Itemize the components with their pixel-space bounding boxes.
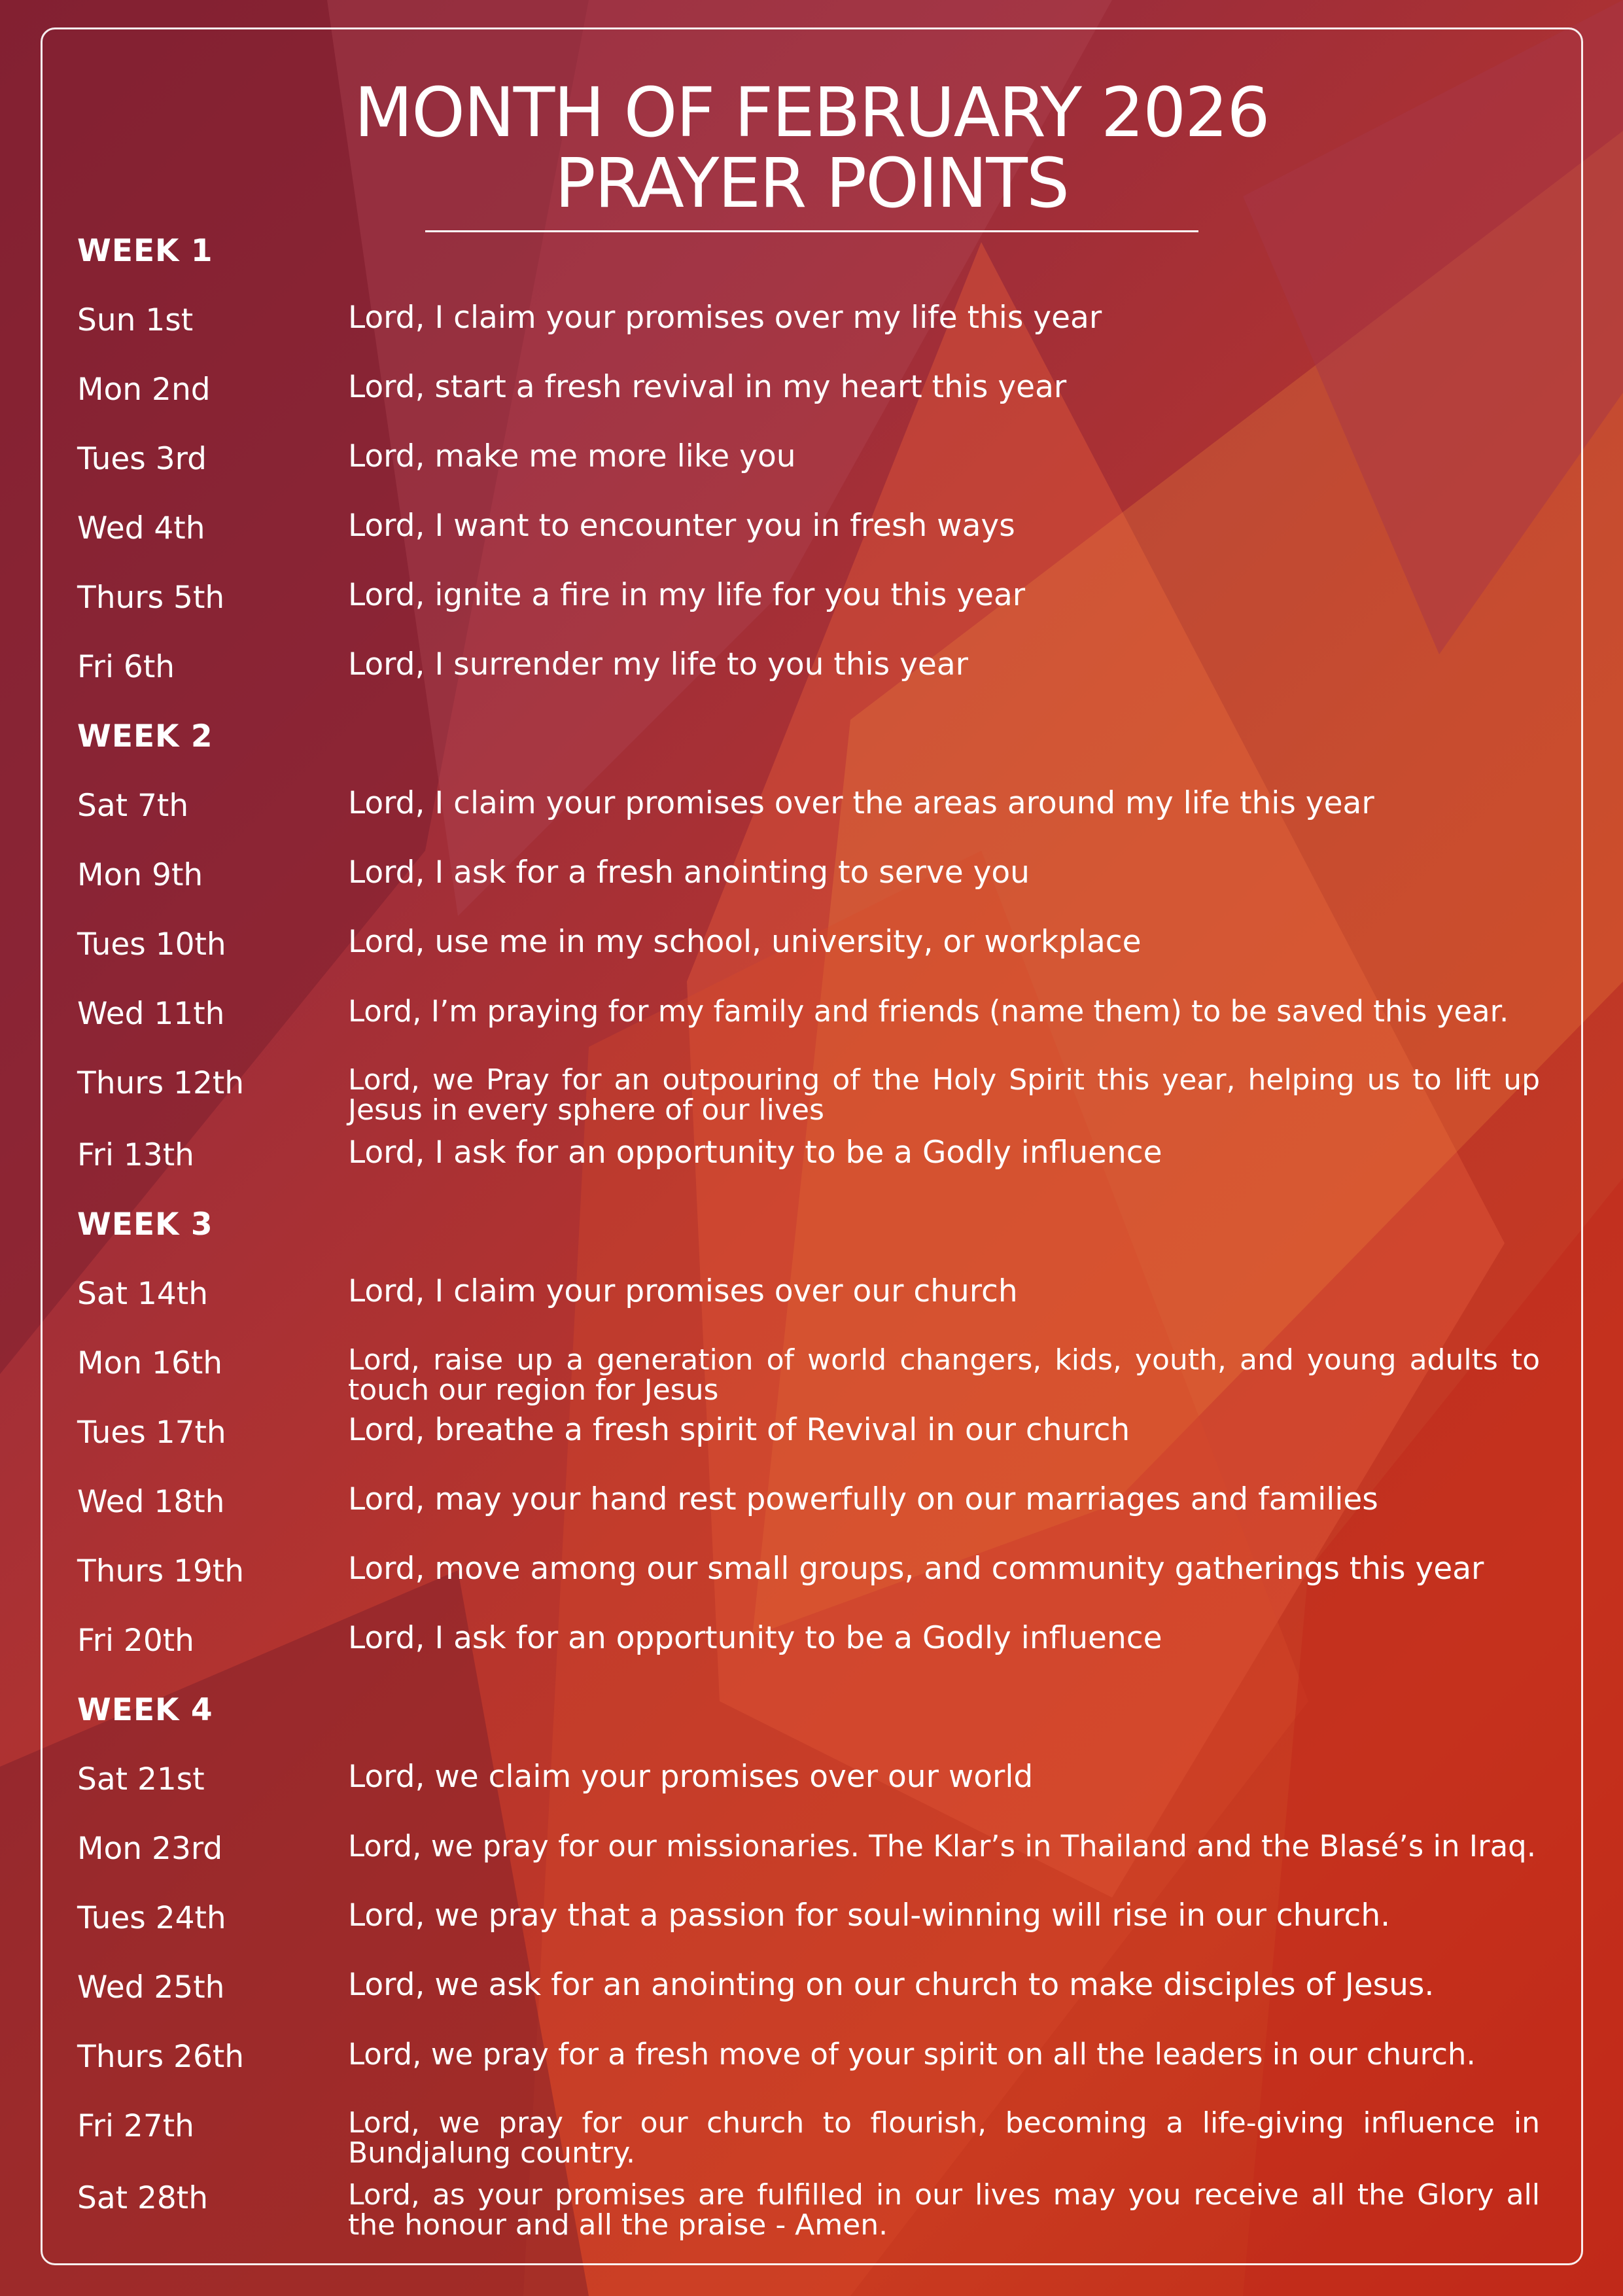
day-label: Thurs 19th [77, 1553, 245, 1589]
week-heading: WEEK 4 [77, 1692, 213, 1728]
prayer-text: Lord, raise up a generation of world changers, kids, youth, and young adults to touch our region for Jesus [348, 1343, 1540, 1407]
title-line-2: PRAYER POINTS [555, 143, 1068, 223]
day-label: Thurs 12th [77, 1065, 245, 1101]
prayer-text: Lord, we pray for our church to flourish, becoming a life-giving influence in Bundjalung country. [348, 2106, 1540, 2170]
day-label: Fri 20th [77, 1623, 194, 1659]
title-line-1: MONTH OF FEBRUARY 2026 [354, 73, 1269, 152]
prayer-text: Lord, breathe a fresh spirit of Revival in our church [348, 1412, 1130, 1448]
day-label: Tues 24th [77, 1900, 226, 1936]
prayer-text: Lord, ignite a fire in my life for you this year [348, 577, 1026, 613]
prayer-text: Lord, I claim your promises over my life this year [348, 300, 1102, 336]
day-label: Sat 14th [77, 1276, 209, 1312]
day-label: Fri 27th [77, 2108, 194, 2144]
day-label: Mon 23rd [77, 1831, 223, 1867]
prayer-text: Lord, we claim your promises over our world [348, 1759, 1034, 1795]
prayer-text: Lord, we pray for our missionaries. The Klar’s in Thailand and the Blasé’s in Iraq. [348, 1829, 1537, 1863]
week-heading: WEEK 1 [77, 233, 213, 269]
prayer-text: Lord, make me more like you [348, 438, 796, 474]
day-label: Fri 13th [77, 1137, 194, 1173]
day-label: Tues 3rd [77, 441, 207, 477]
day-label: Wed 18th [77, 1484, 225, 1520]
day-label: Sat 7th [77, 788, 189, 824]
prayer-text: Lord, use me in my school, university, or workplace [348, 924, 1142, 960]
prayer-text: Lord, I ask for an opportunity to be a Godly influence [348, 1620, 1162, 1656]
prayer-text: Lord, move among our small groups, and community gatherings this year [348, 1551, 1484, 1587]
day-label: Mon 2nd [77, 372, 211, 408]
prayer-text: Lord, I ask for a fresh anointing to serve you [348, 855, 1030, 891]
day-label: Wed 11th [77, 996, 225, 1032]
prayer-text: Lord, as your promises are fulfilled in our lives may you receive all the Glory all the honour and all the praise - Amen. [348, 2178, 1540, 2242]
prayer-text: Lord, I claim your promises over our church [348, 1273, 1018, 1309]
day-label: Tues 10th [77, 927, 226, 963]
week-heading: WEEK 2 [77, 718, 213, 754]
prayer-text: Lord, I surrender my life to you this year [348, 646, 968, 682]
prayer-text: Lord, we pray for a fresh move of your spirit on all the leaders in our church. [348, 2037, 1476, 2072]
prayer-text: Lord, I claim your promises over the areas around my life this year [348, 785, 1374, 821]
day-label: Fri 6th [77, 649, 175, 685]
prayer-text: Lord, start a fresh revival in my heart this year [348, 369, 1067, 405]
day-label: Mon 9th [77, 857, 203, 893]
prayer-text: Lord, we ask for an anointing on our church to make disciples of Jesus. [348, 1967, 1435, 2003]
prayer-text: Lord, I ask for an opportunity to be a Godly influence [348, 1135, 1162, 1171]
day-label: Sat 21st [77, 1761, 205, 1797]
day-label: Wed 4th [77, 510, 205, 546]
prayer-text: Lord, we pray that a passion for soul-winning will rise in our church. [348, 1898, 1391, 1934]
prayer-text: Lord, may your hand rest powerfully on our marriages and families [348, 1481, 1378, 1517]
day-label: Tues 17th [77, 1415, 226, 1451]
day-label: Sun 1st [77, 302, 194, 338]
day-label: Sat 28th [77, 2180, 209, 2216]
prayer-text: Lord, I want to encounter you in fresh ways [348, 508, 1015, 544]
prayer-text: Lord, I’m praying for my family and friends (name them) to be saved this year. [348, 994, 1509, 1029]
prayer-text: Lord, we Pray for an outpouring of the Holy Spirit this year, helping us to lift up Jesus in every sphere of our lives [348, 1063, 1540, 1127]
day-label: Thurs 26th [77, 2039, 245, 2075]
day-label: Thurs 5th [77, 580, 225, 616]
day-label: Mon 16th [77, 1345, 223, 1381]
week-heading: WEEK 3 [77, 1207, 213, 1243]
day-label: Wed 25th [77, 1969, 225, 2005]
